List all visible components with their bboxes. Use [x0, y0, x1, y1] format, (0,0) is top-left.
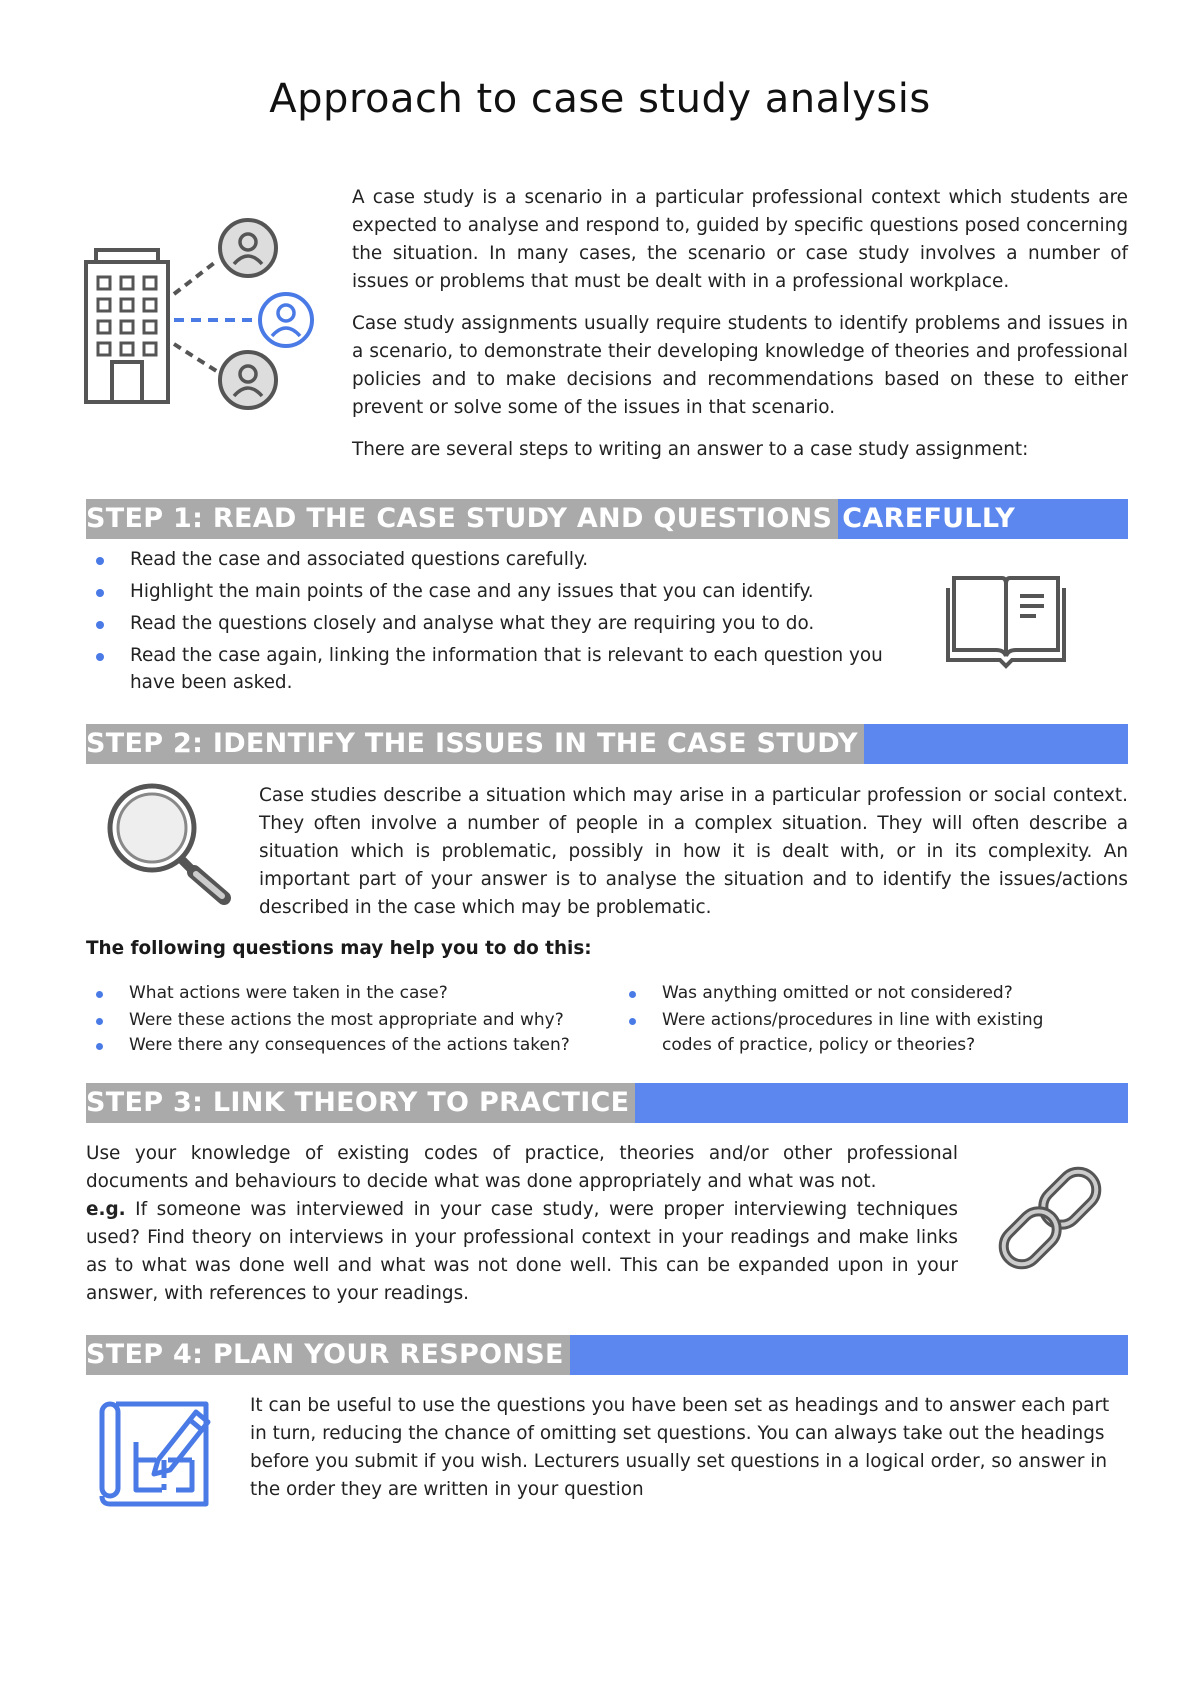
step-2-questions-intro: The following questions may help you to do this: [86, 938, 592, 959]
step-1-label-tail: CAREFULLY [842, 503, 1016, 534]
eg-label: e.g. [86, 1199, 126, 1220]
step-3-body-2-text: If someone was interviewed in your case study, were proper interviewing techniques used? Find theory on interviews in your professional context in your readings and make links as to what was done well and what was not done well. This can be expanded upon in your answer, with references to your readings. [86, 1199, 958, 1304]
magnifying-glass-icon [100, 778, 236, 908]
step-2-label: STEP 2: IDENTIFY THE ISSUES IN THE CASE STUDY [86, 724, 864, 764]
list-item: What actions were taken in the case? [86, 981, 626, 1006]
step-3-heading [86, 1083, 1128, 1123]
step-4-label: STEP 4: PLAN YOUR RESPONSE [86, 1335, 570, 1375]
list-item: Were these actions the most appropriate and why? [86, 1008, 626, 1033]
step-1-heading [86, 499, 1128, 539]
open-book-icon [944, 570, 1068, 670]
step-2-body: Case studies describe a situation which may arise in a particular profession or social context. They often involve a number of people in a complex situation. They will often describe a situation which is problematic, possibly in how it is dealt with, or in its complexity. An important part of your answer is to analyse the situation and to identify the issues/actions described in the case which may be problematic. [259, 785, 1128, 918]
intro-paragraph: There are several steps to writing an answer to a case study assignment: [352, 439, 1029, 460]
list-item: Were there any consequences of the actions taken? [86, 1033, 626, 1058]
step-3-label: STEP 3: LINK THEORY TO PRACTICE [86, 1083, 635, 1123]
step-1-label: STEP 1: READ THE CASE STUDY AND QUESTIONS [86, 499, 838, 539]
list-item: Were actions/procedures in line with existing codes of practice, policy or theories? [619, 1008, 1089, 1058]
step-2-heading [86, 724, 1128, 764]
step-4-body: It can be useful to use the questions you have been set as headings and to answer each part in turn, reducing the chance of omitting set questions. You can always take out the headings before you submit if you wish. Lecturers usually set questions in a logical order, so answer in the order they are written in your question [250, 1395, 1110, 1500]
step-4-heading [86, 1335, 1128, 1375]
step-2-questions-right [619, 981, 1089, 1058]
intro-paragraph: A case study is a scenario in a particular professional context which students are expected to analyse and respond to, guided by specific questions posed concerning the situation. In many cases, the scenario or case study involves a number of issues or problems that must be dealt with in a professional workplace. [352, 187, 1128, 292]
list-item: Read the questions closely and analyse what they are requiring you to do. [86, 610, 926, 637]
step-3-body-2 [86, 1196, 958, 1308]
blueprint-pencil-icon [96, 1394, 226, 1510]
page-title: Approach to case study analysis [269, 76, 931, 122]
step-1-list [86, 546, 926, 696]
chain-link-icon [990, 1158, 1110, 1278]
intro-paragraph: Case study assignments usually require students to identify problems and issues in a scenario, to demonstrate their developing knowledge of theories and professional policies and to make decisions and recommendations based on these to either prevent or solve some of the issues in that scenario. [352, 313, 1128, 418]
list-item: Read the case and associated questions carefully. [86, 546, 926, 573]
list-item: Was anything omitted or not considered? [619, 981, 1089, 1006]
step-2-questions-left [86, 981, 626, 1058]
step-3-body-1: Use your knowledge of existing codes of practice, theories and/or other professional documents and behaviours to decide what was done appropriately and what was not. [86, 1143, 958, 1192]
list-item: Read the case again, linking the information that is relevant to each question you have been asked. [86, 642, 926, 696]
building-network-icon [78, 212, 318, 412]
list-item: Highlight the main points of the case and any issues that you can identify. [86, 578, 926, 605]
